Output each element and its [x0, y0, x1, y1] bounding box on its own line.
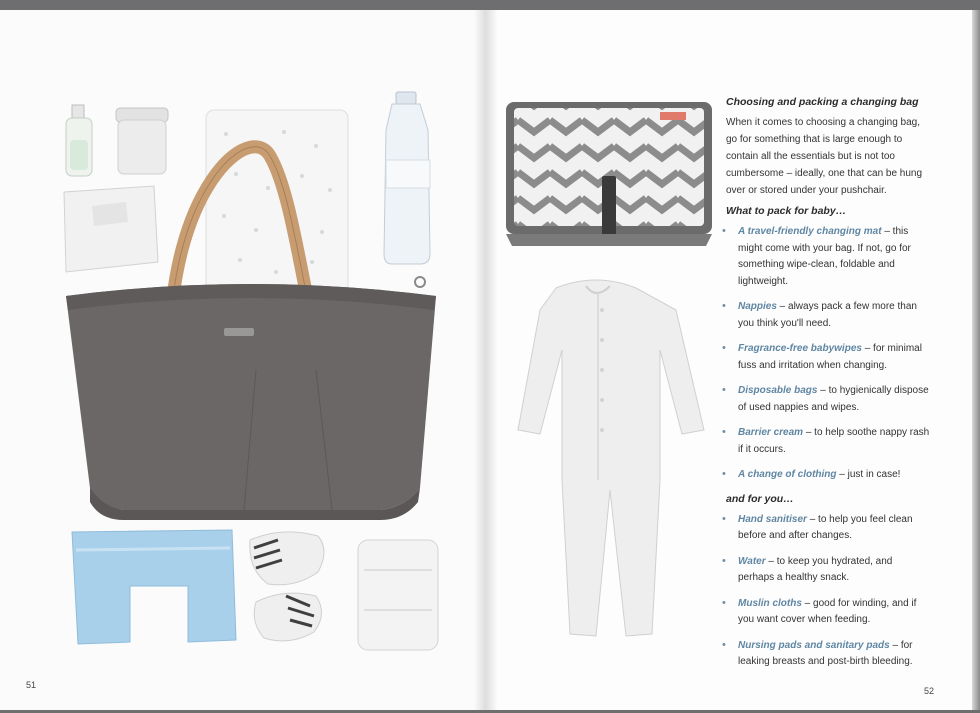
left-page — [0, 10, 486, 710]
bullet-icon: • — [722, 342, 726, 354]
list-item — [720, 596, 930, 629]
list-item — [720, 224, 930, 290]
list-item — [720, 638, 930, 671]
item-text: – to keep you hydrated, and perhaps a healthy snack. — [738, 555, 893, 583]
item-text: – just in case! — [836, 469, 901, 480]
item-text: – good for winding, and if you want cover when feeding. — [738, 597, 917, 625]
bullet-icon: • — [722, 225, 726, 237]
baby-socks — [250, 532, 324, 641]
list-item — [720, 554, 930, 587]
item-term: Muslin cloths — [738, 597, 802, 609]
cream-tub — [116, 108, 168, 174]
item-term: Barrier cream — [738, 427, 804, 438]
bullet-icon: • — [722, 426, 726, 438]
hand-sanitiser-bottle — [66, 105, 92, 176]
item-text: – for minimal fuss and irritation when changing. — [738, 343, 922, 371]
article-text — [720, 96, 930, 680]
item-term: Fragrance-free babywipes — [738, 343, 862, 354]
item-text: – to hygienically dispose of used nappies and wipes. — [738, 385, 929, 413]
item-term: Nursing pads and sanitary pads — [738, 639, 890, 651]
bullet-icon: • — [722, 468, 726, 480]
article-title: Choosing and packing a changing bag — [726, 96, 919, 108]
bullet-icon: • — [722, 384, 726, 396]
baby-list — [720, 224, 930, 484]
left-photo — [0, 10, 486, 710]
baby-heading: What to pack for baby… — [726, 205, 847, 217]
item-term: A travel-friendly changing mat — [738, 226, 882, 237]
muslin-cloth — [206, 110, 348, 292]
baby-sleepsuit — [518, 280, 704, 636]
item-text: – to help soothe nappy rash if it occurs. — [738, 427, 930, 455]
bullet-icon: • — [722, 638, 726, 651]
list-item — [720, 425, 930, 458]
disposable-bags — [72, 530, 236, 644]
page-number-right: 52 — [924, 686, 935, 696]
bullet-icon: • — [722, 512, 726, 525]
page-number-left: 51 — [26, 680, 37, 690]
gutter-shadow — [474, 10, 498, 710]
list-item — [720, 383, 930, 416]
you-heading: and for you… — [726, 492, 794, 505]
intro-paragraph: When it comes to choosing a changing bag, go for something that is large enough to contain all the essentials but is not too cumbersome – ideally, one that can be hung over or stored under your pushchair. — [726, 117, 923, 196]
nappy — [358, 540, 438, 650]
item-text: – for leaking breasts and post-birth bleeding. — [738, 639, 913, 667]
you-list — [720, 512, 930, 671]
wipes-pack — [64, 186, 158, 272]
bullet-icon: • — [722, 554, 726, 567]
item-text: – to help you feel clean before and after changes. — [738, 513, 913, 541]
item-term: Nappies — [738, 301, 777, 312]
list-item — [720, 341, 930, 374]
chevron-changing-mat — [506, 102, 712, 246]
page-edge — [972, 10, 980, 710]
list-item — [720, 512, 930, 545]
bullet-icon: • — [722, 300, 726, 312]
water-bottle — [384, 92, 430, 264]
item-term: Hand sanitiser — [738, 513, 807, 525]
item-text: – always pack a few more than you think you'll need. — [738, 301, 917, 329]
item-term: Disposable bags — [738, 385, 818, 396]
item-term: Water — [738, 555, 766, 567]
item-text: – this might come with your bag. If not, go for something wipe-clean, foldable and lightweight. — [738, 226, 911, 287]
list-item — [720, 467, 930, 484]
bullet-icon: • — [722, 596, 726, 609]
list-item — [720, 299, 930, 332]
item-term: A change of clothing — [738, 469, 837, 480]
